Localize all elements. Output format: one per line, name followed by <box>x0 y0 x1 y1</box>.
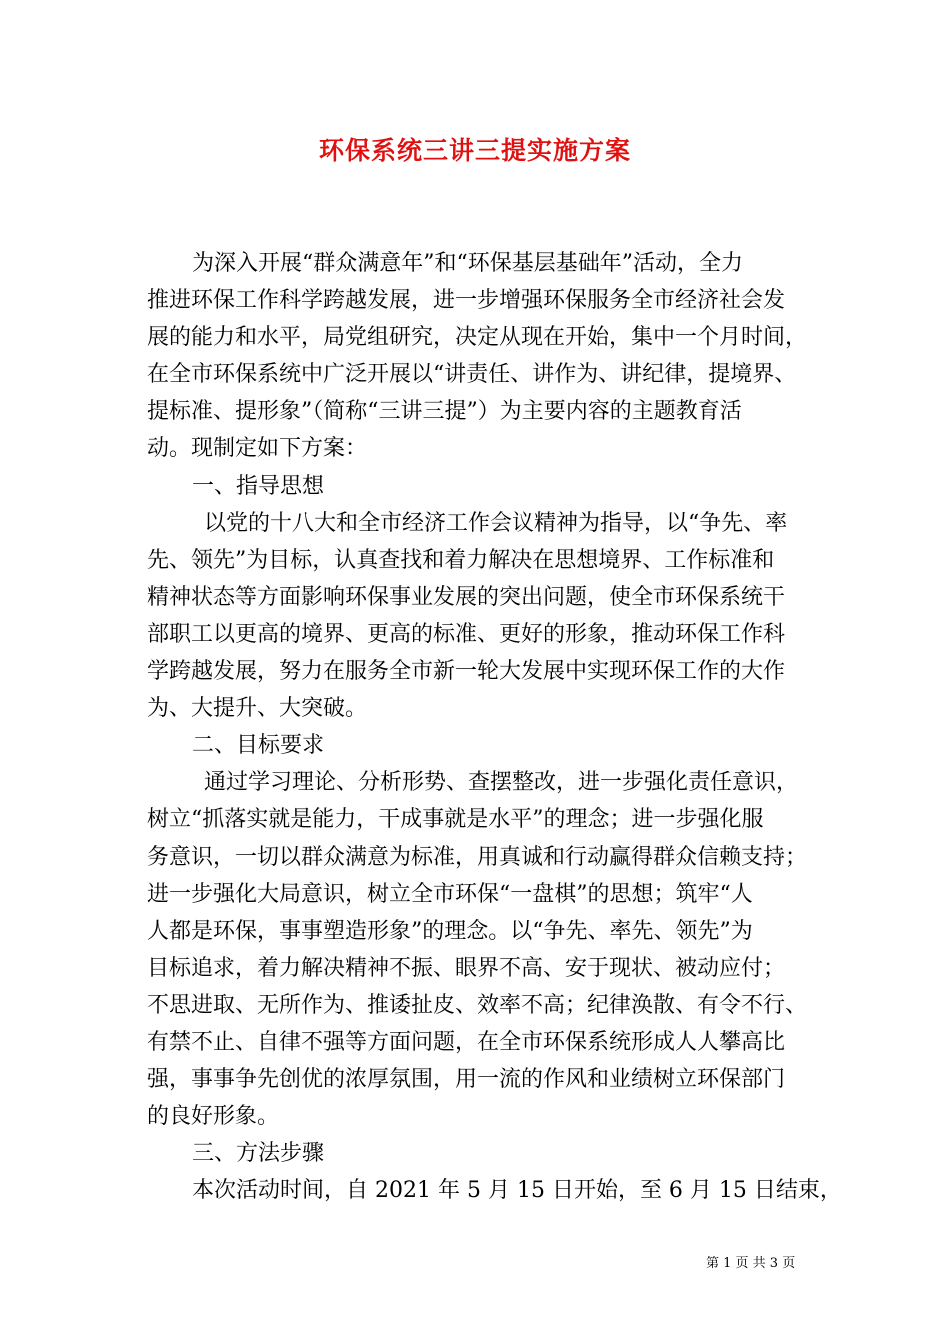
paragraph-line: 部职工以更高的境界、更高的标准、更好的形象，推动环保工作科 <box>147 621 786 647</box>
page-number-footer: 第 1 页 共 3 页 <box>706 1256 796 1271</box>
section-heading: 二、目标要求 <box>192 733 325 759</box>
paragraph-line: 学跨越发展，努力在服务全市新一轮大发展中实现环保工作的大作 <box>147 659 786 685</box>
paragraph-line: 目标追求，着力解决精神不振、眼界不高、安于现状、被动应付； <box>147 955 786 981</box>
document-title: 环保系统三讲三提实施方案 <box>318 136 631 165</box>
paragraph-line: 强，事事争先创优的浓厚氛围，用一流的作风和业绩树立环保部门 <box>147 1067 786 1093</box>
paragraph-line: 动。现制定如下方案： <box>147 436 368 462</box>
paragraph-line: 为、大提升、大突破。 <box>147 696 368 722</box>
paragraph-line: 进一步强化大局意识，树立全市环保“一盘棋”的思想；筑牢“人 <box>147 881 753 907</box>
paragraph-line: 先、领先”为目标，认真查找和着力解决在思想境界、工作标准和 <box>147 547 775 573</box>
paragraph-line: 人都是环保，事事塑造形象”的理念。以“争先、率先、领先”为 <box>147 918 753 944</box>
paragraph-line: 展的能力和水平，局党组研究，决定从现在开始，集中一个月时间， <box>147 325 808 351</box>
paragraph-line: 通过学习理论、分析形势、查摆整改，进一步强化责任意识， <box>204 770 799 796</box>
paragraph-line: 为深入开展“群众满意年”和“环保基层基础年”活动，全力 <box>192 251 743 276</box>
paragraph-line: 树立“抓落实就是能力，干成事就是水平”的理念；进一步强化服 <box>147 807 764 833</box>
paragraph-line: 务意识，一切以群众满意为标准，用真诚和行动赢得群众信赖支持； <box>147 844 808 870</box>
paragraph-line: 本次活动时间，自 2021 年 5 月 15 日开始，至 6 月 15 日结束， <box>192 1178 842 1204</box>
section-heading: 一、指导思想 <box>192 473 325 499</box>
paragraph-line: 提标准、提形象”（简称“三讲三提”）为主要内容的主题教育活 <box>147 399 742 425</box>
paragraph-line: 以党的十八大和全市经济工作会议精神为指导，以“争先、率 <box>204 510 788 536</box>
paragraph-line: 精神状态等方面影响环保事业发展的突出问题，使全市环保系统干 <box>147 584 786 610</box>
document-body <box>147 245 842 1209</box>
section-heading: 三、方法步骤 <box>192 1141 325 1167</box>
paragraph-line: 不思进取、无所作为、推诿扯皮、效率不高；纪律涣散、有令不行、 <box>147 992 808 1018</box>
paragraph-line: 在全市环保系统中广泛开展以“讲责任、讲作为、讲纪律，提境界、 <box>147 362 797 388</box>
paragraph-line: 推进环保工作科学跨越发展，进一步增强环保服务全市经济社会发 <box>147 288 786 314</box>
paragraph-line: 的良好形象。 <box>147 1104 280 1130</box>
paragraph-line: 有禁不止、自律不强等方面问题，在全市环保系统形成人人攀高比 <box>147 1029 786 1055</box>
